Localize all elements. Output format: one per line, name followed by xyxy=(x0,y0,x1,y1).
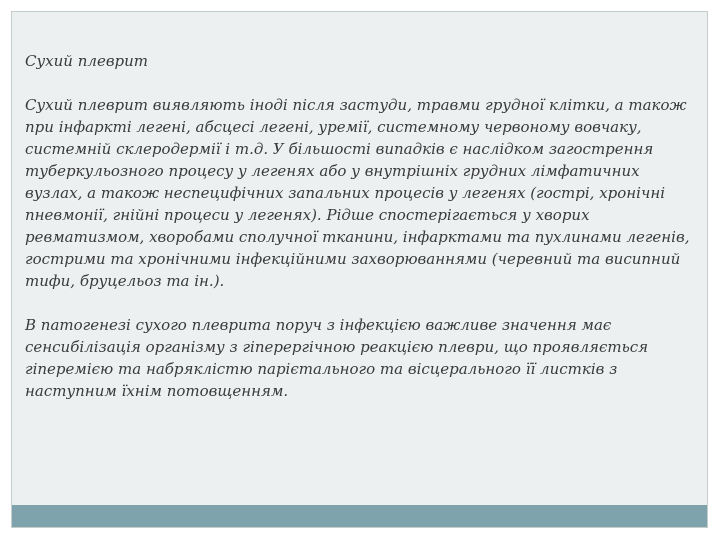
bottom-accent-bar xyxy=(12,505,707,527)
slide-title: Сухий плеврит xyxy=(25,52,149,70)
slide-content xyxy=(25,50,701,424)
slide xyxy=(11,11,708,528)
paragraph-1: Сухий плеврит виявляють іноді після застуди, травми грудної клітки, а також при інфаркті легені, абсцесі легені, уремії, системному червоному вовчаку, системній склеродермії і т.д. У більшості випадків є наслідком загострення туберкульозного процесу у легенях або у внутрішніх грудних лімфатичних вузлах, а також неспецифічних запальних процесів у легенях (гострі, хронічні пневмонії, гнійні процеси у легенях). Рідше спостерігається у хворих ревматизмом, хворобами сполучної тканини, інфарктами та пухлинами легенів, гострими та хронічними інфекційними захворюваннями (черевний та висипний тифи, бруцельоз та ін.). xyxy=(25,96,690,290)
paragraph-2: В патогенезі сухого плеврита поруч з інфекцією важливе значення має сенсибілізація організму з гіперергічною реакцією плеври, що проявляється гіперемією та набряклістю парієтального та вісцерального її листків з наступним їхнім потовщенням. xyxy=(25,316,649,400)
